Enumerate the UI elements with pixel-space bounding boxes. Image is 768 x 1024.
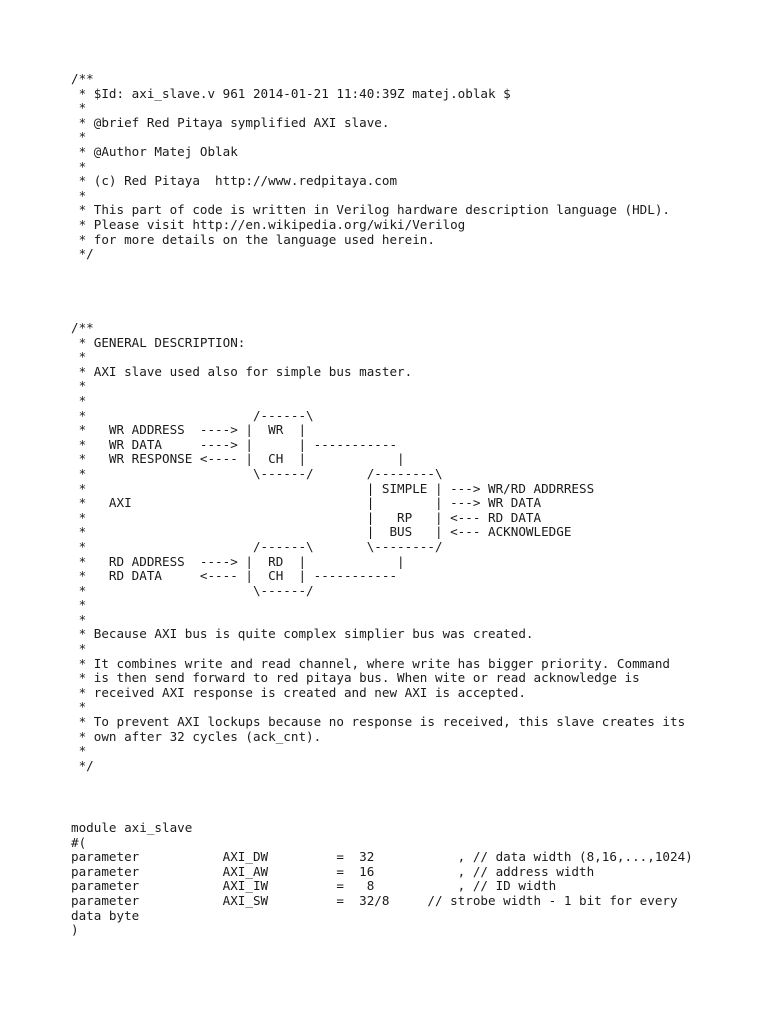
code-line: * — [71, 392, 87, 408]
code-line: /** — [71, 320, 94, 335]
code-line: * received AXI response is created and new AXI is accepted. — [71, 684, 526, 700]
code-line: /** — [71, 71, 94, 86]
code-line: */ — [71, 246, 94, 262]
code-line: parameter AXI_AW = 16 , // address width — [71, 863, 595, 879]
code-line: parameter AXI_SW = 32/8 // strobe width - 1 bit for every — [71, 892, 678, 908]
code-line: * — [71, 378, 87, 394]
code-line: * — [71, 743, 87, 759]
code-line: * is then send forward to red pitaya bus. When wite or read acknowledge is — [71, 670, 640, 686]
general-description-block — [71, 321, 685, 773]
code-line: * — [71, 187, 87, 203]
code-line: * WR ADDRESS ----> | WR | — [71, 422, 307, 438]
code-line: * \------/ /--------\ — [71, 465, 443, 481]
code-line: * Because AXI bus is quite complex simplier bus was created. — [71, 626, 534, 642]
code-line: * — [71, 699, 87, 715]
code-line: * To prevent AXI lockups because no response is received, this slave creates its — [71, 714, 686, 730]
code-line: * — [71, 100, 87, 116]
code-line: * AXI | | ---> WR DATA — [71, 495, 542, 511]
code-line: * @Author Matej Oblak — [71, 143, 238, 159]
code-line: ) — [71, 922, 79, 938]
code-line: * /------\ — [71, 407, 314, 423]
code-line: #( — [71, 834, 87, 850]
code-line: * RD DATA <---- | CH | ----------- — [71, 568, 398, 584]
code-line: * This part of code is written in Verilog hardware description language (HDL). — [71, 202, 670, 218]
code-line: module axi_slave — [71, 820, 193, 835]
code-line: * | RP | <--- RD DATA — [71, 509, 542, 525]
code-line: * | SIMPLE | ---> WR/RD ADDRRESS — [71, 480, 595, 496]
code-line: * — [71, 158, 87, 174]
code-line: * @brief Red Pitaya symplified AXI slave. — [71, 114, 390, 130]
code-line: * — [71, 641, 87, 657]
code-line: * GENERAL DESCRIPTION: — [71, 334, 246, 350]
code-line: * — [71, 129, 87, 145]
code-line: * for more details on the language used herein. — [71, 231, 435, 247]
code-line: * \------/ — [71, 582, 314, 598]
code-line: * Please visit http://en.wikipedia.org/wiki/Verilog — [71, 216, 466, 232]
code-line: * — [71, 611, 87, 627]
code-line: * $Id: axi_slave.v 961 2014-01-21 11:40:39Z matej.oblak $ — [71, 85, 511, 101]
code-line: * AXI slave used also for simple bus master. — [71, 363, 413, 379]
code-line: parameter AXI_DW = 32 , // data width (8,16,...,1024) — [71, 849, 693, 865]
code-line: * | BUS | <--- ACKNOWLEDGE — [71, 524, 572, 540]
module-declaration-block — [71, 821, 693, 938]
code-line: data byte — [71, 907, 140, 923]
code-line: * RD ADDRESS ----> | RD | | — [71, 553, 405, 569]
code-line: * (c) Red Pitaya http://www.redpitaya.com — [71, 173, 398, 189]
code-line: * It combines write and read channel, where write has bigger priority. Command — [71, 655, 670, 671]
code-line: * — [71, 349, 87, 365]
code-line: * own after 32 cycles (ack_cnt). — [71, 728, 322, 744]
code-line: * WR RESPONSE <---- | CH | | — [71, 451, 405, 467]
code-line: * WR DATA ----> | | ----------- — [71, 436, 398, 452]
code-line: parameter AXI_IW = 8 , // ID width — [71, 878, 557, 894]
code-line: * — [71, 597, 87, 613]
header-comment-block — [71, 72, 670, 262]
code-line: * /------\ \--------/ — [71, 538, 443, 554]
code-line: */ — [71, 757, 94, 773]
